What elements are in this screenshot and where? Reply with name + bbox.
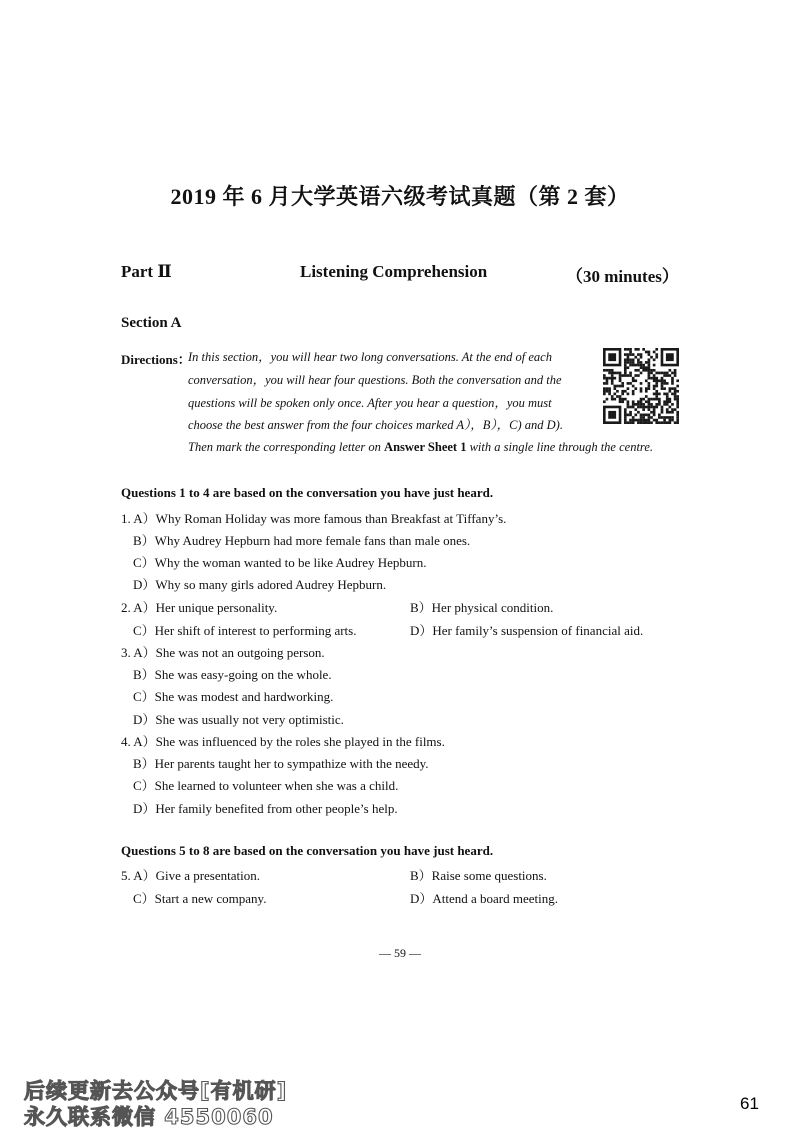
watermark-line-1: 后续更新去公众号[有机研]	[24, 1079, 288, 1103]
question-4-option-c: C）She learned to volunteer when she was a child.	[133, 778, 399, 793]
question-2-option-d: D）Her family’s suspension of financial aid.	[410, 623, 644, 638]
question-1-option-d: D）Why so many girls adored Audrey Hepburn.	[133, 577, 387, 592]
question-2-option-a: 2. A）Her unique personality.	[121, 600, 278, 615]
directions-line: conversation，you will hear four questions. Both the conversation and the	[188, 373, 562, 387]
corner-page-number: 61	[740, 1094, 759, 1113]
part-time: （30 minutes）	[566, 267, 679, 286]
section-heading: Section A	[121, 315, 182, 331]
directions-line: Then mark the corresponding letter on Answer Sheet 1 with a single line through the centre.	[188, 440, 654, 454]
question-4-option-a: 4. A）She was influenced by the roles she played in the films.	[121, 734, 445, 749]
question-5-option-c: C）Start a new company.	[133, 891, 267, 906]
directions-line: questions will be spoken only once. After you hear a question，you must	[188, 396, 552, 410]
directions-line: choose the best answer from the four choices marked A），B），C) and D).	[188, 418, 563, 432]
part-label: Part Ⅱ	[121, 262, 172, 281]
question-3-option-c: C）She was modest and hardworking.	[133, 689, 334, 704]
question-3-option-a: 3. A）She was not an outgoing person.	[121, 645, 325, 660]
question-3-option-b: B）She was easy-going on the whole.	[133, 667, 332, 682]
question-5-option-a: 5. A）Give a presentation.	[121, 868, 260, 883]
question-3-option-d: D）She was usually not very optimistic.	[133, 712, 344, 727]
question-1-option-c: C）Why the woman wanted to be like Audrey Hepburn.	[133, 555, 427, 570]
page-number: — 59 —	[379, 946, 421, 960]
qr-code-image[interactable]	[603, 348, 679, 424]
question-group-header: Questions 1 to 4 are based on the conversation you have just heard.	[121, 485, 494, 500]
directions-line: In this section，you will hear two long conversations. At the end of each	[188, 350, 552, 364]
question-2-option-c: C）Her shift of interest to performing arts.	[133, 623, 357, 638]
part-name: Listening Comprehension	[300, 262, 488, 281]
directions-label: Directions：	[121, 352, 191, 367]
question-1-option-a: 1. A）Why Roman Holiday was more famous than Breakfast at Tiffany’s.	[121, 511, 507, 526]
watermark-line-2: 永久联系微信 4550060	[24, 1105, 274, 1129]
question-5-option-d: D）Attend a board meeting.	[410, 891, 559, 906]
question-5-option-b: B）Raise some questions.	[410, 868, 547, 883]
question-group-header: Questions 5 to 8 are based on the conversation you have just heard.	[121, 843, 494, 858]
question-2-option-b: B）Her physical condition.	[410, 600, 554, 615]
question-4-option-b: B）Her parents taught her to sympathize with the needy.	[133, 756, 429, 771]
question-1-option-b: B）Why Audrey Hepburn had more female fans than male ones.	[133, 533, 471, 548]
qr-code-graphic	[603, 348, 679, 424]
question-4-option-d: D）Her family benefited from other people’s help.	[133, 801, 398, 816]
page-title: 2019 年 6 月大学英语六级考试真题（第 2 套）	[170, 184, 630, 209]
